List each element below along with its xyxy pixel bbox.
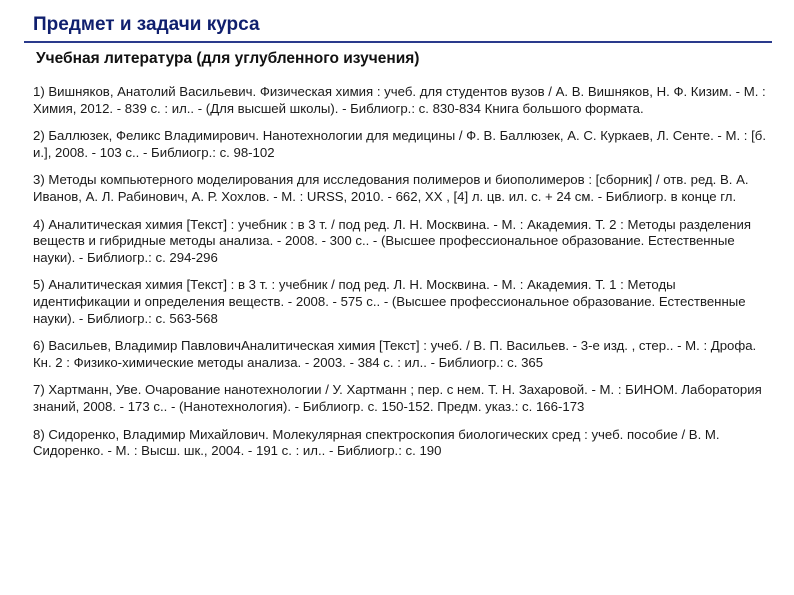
- slide-subtitle: Учебная литература (для углубленного изучения): [36, 50, 420, 67]
- reference-item: 5) Аналитическая химия [Текст] : в 3 т. : учебник / под ред. Л. Н. Москвина. - М. : Академия. Т. 1 : Методы идентификации и определения веществ. - 2008. - 575 с.. - (Высшее профессиональное образование. Естественные науки). - Библиогр.: с. 563-568: [33, 277, 746, 326]
- reference-item: 6) Васильев, Владимир ПавловичАналитическая химия [Текст] : учеб. / В. П. Васильев. - 3-е изд. , стер.. - М. : Дрофа. Кн. 2 : Физико-химические методы анализа. - 2003. - 384 с. : ил.. - Библиогр.: с. 365: [33, 338, 757, 370]
- slide-title: Предмет и задачи курса: [33, 14, 260, 35]
- reference-list: [33, 84, 769, 471]
- reference-item: 2) Баллюзек, Феликс Владимирович. Нанотехнологии для медицины / Ф. В. Баллюзек, А. С. Куркаев, Л. Сенте. - М. : [б. и.], 2008. - 103 с.. - Библиогр.: с. 98-102: [33, 128, 766, 160]
- reference-item: 8) Сидоренко, Владимир Михайлович. Молекулярная спектроскопия биологических сред : учеб. пособие / В. М. Сидоренко. - М. : Высш. шк., 2004. - 191 с. : ил.. - Библиогр.: с. 190: [33, 426, 720, 459]
- reference-item: 4) Аналитическая химия [Текст] : учебник : в 3 т. / под ред. Л. Н. Москвина. - М. : Академия. Т. 2 : Методы разделения веществ и гибридные методы анализа. - 2008. - 300 с.. - (Высшее профессиональное образование. Естественные науки). - Библиогр.: с. 294-296: [33, 216, 751, 265]
- reference-item: 3) Методы компьютерного моделирования для исследования полимеров и биополимеров : [сборник] / отв. ред. В. А. Иванов, А. Л. Рабинович, А. Р. Хохлов. - М. : URSS, 2010. - 662, XX , [4] л. цв. ил. с. + 24 см. - Библиогр. в конце гл.: [33, 172, 749, 204]
- reference-item: 7) Хартманн, Уве. Очарование нанотехнологии / У. Хартманн ; пер. с нем. Т. Н. Захаровой. - М. : БИНОМ. Лаборатория знаний, 2008. - 173 с.. - (Нанотехнология). - Библиогр. с. 150-152. Предм. указ.: с. 166-173: [33, 382, 762, 414]
- reference-item: 1) Вишняков, Анатолий Васильевич. Физическая химия : учеб. для студентов вузов / А. В. Вишняков, Н. Ф. Кизим. - М. : Химия, 2012. - 839 с. : ил.. - (Для высшей школы). - Библиогр.: с. 830-834 Книга большого формата.: [33, 84, 766, 116]
- title-underline: [24, 41, 772, 43]
